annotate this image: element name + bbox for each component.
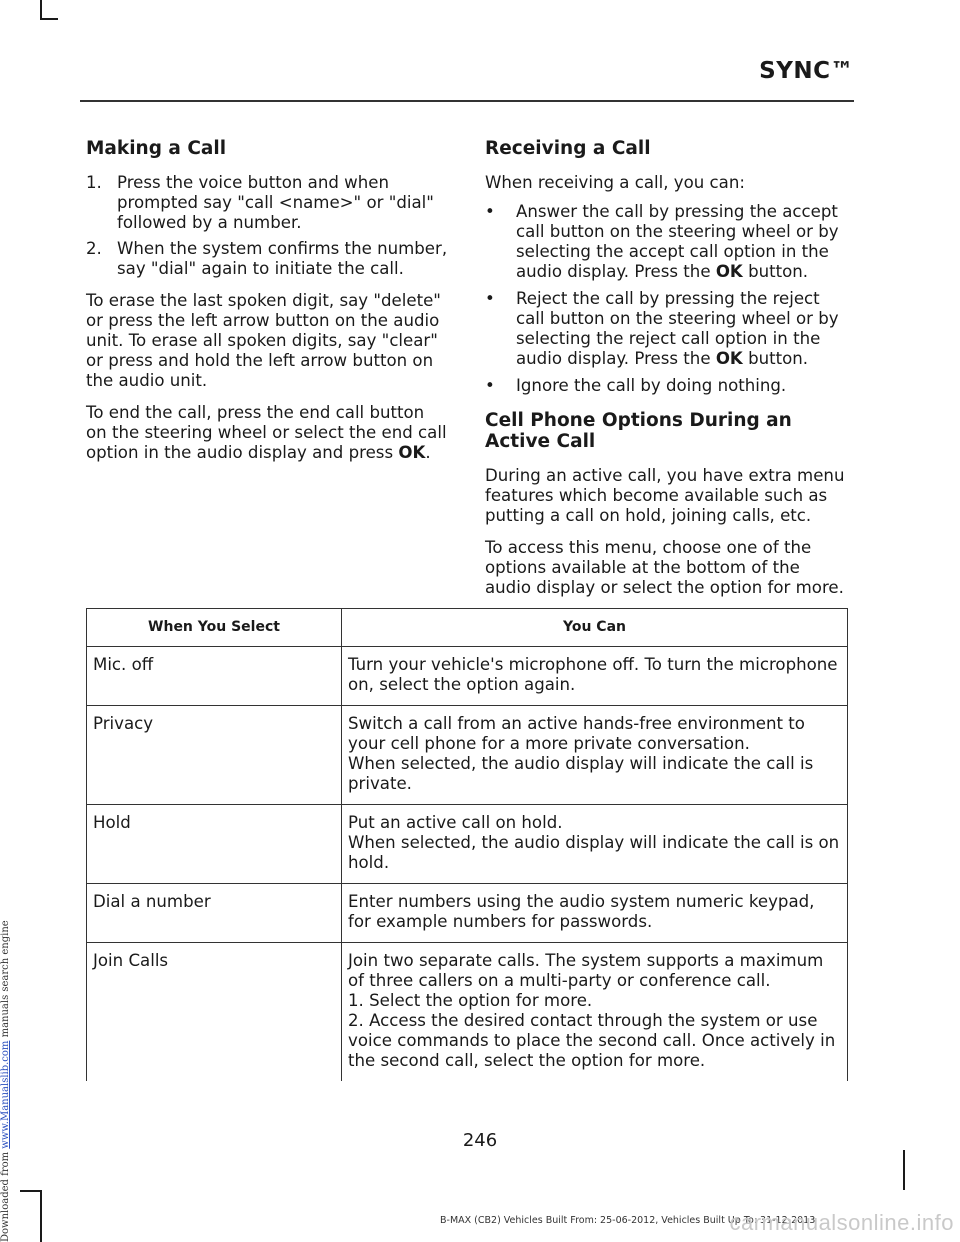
cell-line: 1. Select the option for more. (348, 991, 593, 1010)
bullet-text: Answer the call by pressing the accept call button on the steering wheel or by selecting the accept call option in the audio display. Press the (516, 202, 839, 281)
ok-label: OK (715, 349, 743, 368)
bullet-item (485, 202, 849, 282)
brand-watermark: carmanualsonline.info (729, 1210, 954, 1235)
bullet-symbol: • (485, 289, 495, 308)
bullet-text: Ignore the call by doing nothing. (516, 376, 787, 395)
table-cell-description (342, 647, 848, 706)
section-heading-making-call: Making a Call (86, 138, 227, 159)
crop-mark (20, 1190, 40, 1192)
cell-line: Enter numbers using the audio system numeric keypad, for example numbers for passwords. (348, 892, 815, 931)
list-number: 2. (86, 239, 102, 258)
cell-line: Join two separate calls. The system supports a maximum of three callers on a multi-party or conference call. (348, 951, 824, 990)
crop-mark (40, 1190, 42, 1242)
bullet-item (485, 376, 849, 396)
list-item (86, 239, 450, 279)
section-heading-receiving-call: Receiving a Call (485, 138, 651, 159)
table-header-row (87, 609, 848, 647)
paragraph: During an active call, you have extra menu features which become available such as putting a call on hold, joining calls, etc. (485, 466, 845, 525)
table-row (87, 943, 848, 1082)
crop-mark (40, 18, 58, 20)
cell-line: When selected, the audio display will indicate the call is private. (348, 754, 814, 793)
right-column (485, 138, 849, 610)
list-text: When the system confirms the number, say "dial" again to initiate the call. (117, 239, 448, 278)
table-cell-select: Privacy (87, 706, 342, 805)
bullet-symbol: • (485, 202, 495, 221)
cell-line: Turn your vehicle's microphone off. To turn the microphone on, select the option again. (348, 655, 838, 694)
bullet-end: button. (742, 349, 809, 368)
left-column (86, 138, 450, 475)
bullet-text: Reject the call by pressing the reject call button on the steering wheel or by selecting the reject call option in the audio display. Press the (516, 289, 839, 368)
manualslib-link[interactable]: www.Manualslib.com (0, 1040, 11, 1149)
cell-line: Switch a call from an active hands-free environment to your cell phone for a more private conversation. (348, 714, 805, 753)
cell-line: 2. Access the desired contact through the system or use voice commands to place the second call. Once actively in the second call, select the option for more. (348, 1011, 836, 1070)
list-item (86, 173, 450, 233)
table-header-when-you-select: When You Select (87, 609, 342, 647)
paragraph: When receiving a call, you can: (485, 173, 745, 192)
ok-label: OK (715, 262, 743, 281)
table-cell-select: Join Calls (87, 943, 342, 1082)
table-cell-select: Mic. off (87, 647, 342, 706)
list-number: 1. (86, 173, 102, 192)
table-cell-description (342, 884, 848, 943)
table-row (87, 884, 848, 943)
table-cell-description (342, 943, 848, 1082)
table-header-you-can: You Can (342, 609, 848, 647)
table-cell-select: Dial a number (87, 884, 342, 943)
paragraph: To access this menu, choose one of the options available at the bottom of the audio display or select the option for more. (485, 538, 844, 597)
ok-label: OK (398, 443, 426, 462)
header-divider (80, 100, 854, 102)
table-cell-description (342, 805, 848, 884)
section-heading-active-call-options: Cell Phone Options During an Active Call (485, 410, 792, 452)
cell-line: Put an active call on hold. (348, 813, 563, 832)
download-prefix: Downloaded from (0, 1148, 11, 1242)
table-row (87, 706, 848, 805)
paragraph (86, 403, 450, 463)
page-header-title: SYNC™ (759, 58, 854, 84)
bullet-item (485, 289, 849, 369)
bullet-end: button. (742, 262, 809, 281)
cell-line: When selected, the audio display will indicate the call is on hold. (348, 833, 840, 872)
table-row (87, 647, 848, 706)
list-text: Press the voice button and when prompted say "call <name>" or "dial" followed by a number. (117, 173, 434, 232)
table-row (87, 805, 848, 884)
crop-mark (903, 1150, 905, 1190)
download-watermark (0, 920, 11, 1242)
bullet-symbol: • (485, 376, 495, 395)
page-number: 246 (462, 1130, 498, 1151)
paragraph-text: To end the call, press the end call button on the steering wheel or select the end call option in the audio display and press (86, 403, 447, 462)
options-table (86, 608, 848, 1081)
vehicle-info-footer: B-MAX (CB2) Vehicles Built From: 25-06-2012, Vehicles Built Up To: 31-12-2013 (440, 1215, 816, 1226)
paragraph-end: . (425, 443, 431, 462)
crop-mark (40, 0, 42, 20)
table-cell-select: Hold (87, 805, 342, 884)
table-cell-description (342, 706, 848, 805)
download-suffix: manuals search engine (0, 920, 11, 1041)
paragraph: To erase the last spoken digit, say "delete" or press the left arrow button on the audio unit. To erase all spoken digits, say "clear" or press and hold the left arrow button on the audio unit. (86, 291, 441, 390)
